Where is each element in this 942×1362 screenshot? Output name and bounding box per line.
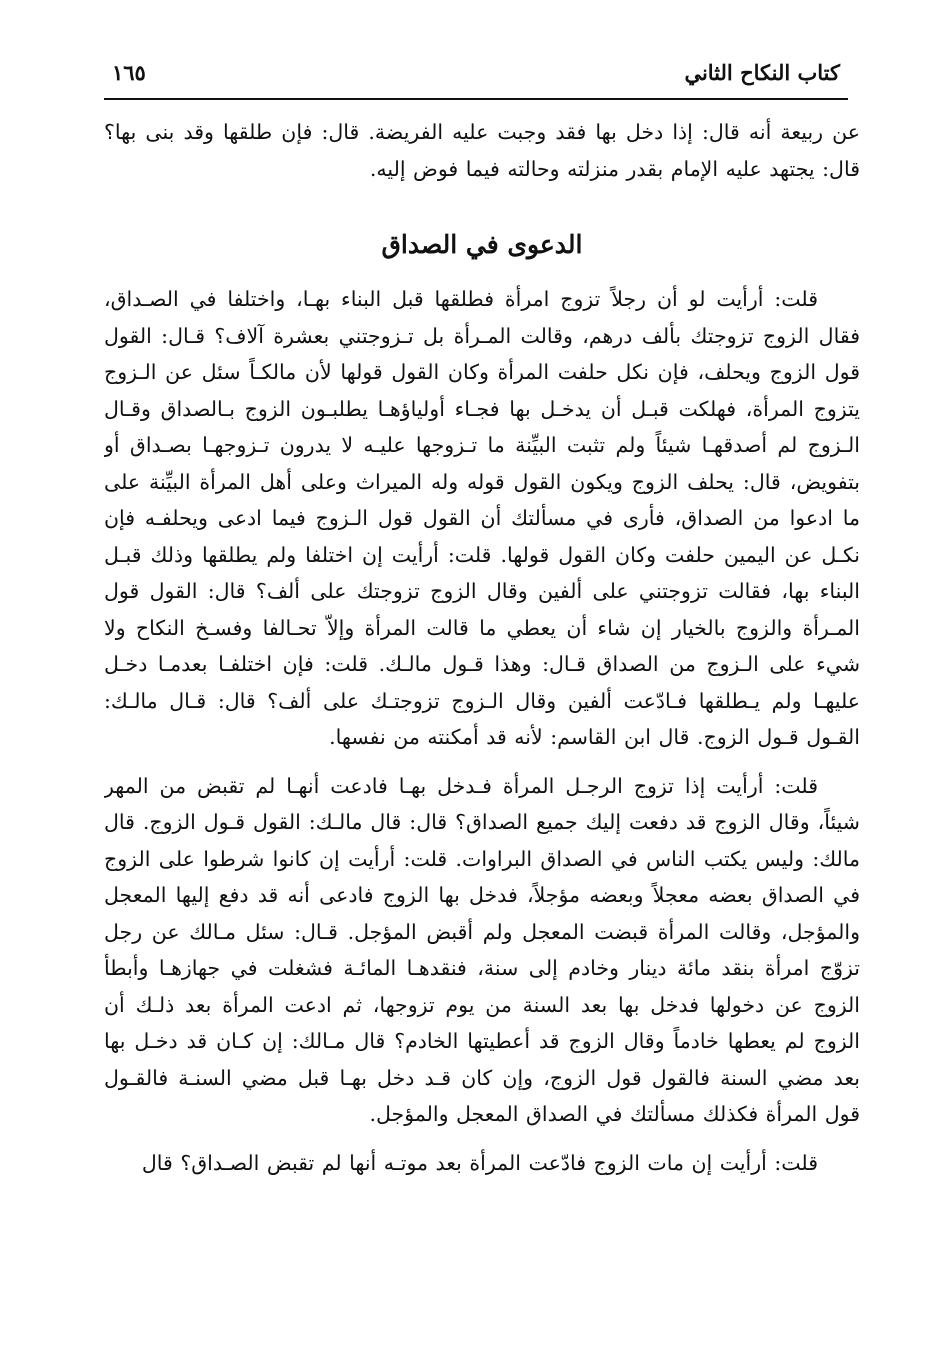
- header-rule: [104, 98, 848, 100]
- body-text: [104, 114, 860, 1354]
- paragraph-dowry-receipt: قلت: أرأيت إذا تزوج الرجـل المرأة فـدخل بهـا فادعت أنهـا لم تقبض من المهر شيئاً، وقال الزوج قد دفعت إليك جميع الصداق؟ قال: قال مالـك: القول قـول الزوج. قال مالك: وليس يكتب الناس في الصداق البراوات. قلت: أرأيت إن كانوا شرطوا على الزوج في الصداق بعضه معجلاً وبعضه مؤجلاً، فدخل بها الزوج فادعى أنه قد دفع إليها المعجل والمؤجل، وقالت المرأة قبضت المعجل ولم أقبض المؤجل. قـال: سئل مـالك عن رجل تزوّج امرأة بنقد مائة دينار وخادم إلى سنة، فنقدهـا المائـة فشغلت في جهازهـا وأبطأ الزوج عن دخولها فدخل بها بعد السنة من يوم تزوجها، ثم ادعت المرأة بعد ذلـك أن الزوج لم يعطها خادماً وقال الزوج قد أعطيتها الخادم؟ قال مـالك: إن كـان قد دخـل بها بعد مضي السنة فالقول قول الزوج، وإن كان قـد دخل بهـا قبل مضي السنـة فالقـول قول المرأة فكذلك مسألتك في الصداق المعجل والمؤجل.: [104, 773, 860, 1126]
- running-header: [104, 58, 848, 98]
- page-number: ١٦٥: [112, 60, 146, 85]
- paragraph-dowry-dispute: قلت: أرأيت لو أن رجلاً تزوج امرأة فطلقها قبل البناء بهـا، واختلفا في الصـداق، فقال الزوج تزوجتك بألف درهم، وقالت المـرأة بل تـزوجتني بعشرة آلاف؟ قـال: القول قول الزوج ويحلف، فإن نكل حلفت المرأة وكان القول قولها لأن مالكـاً سئل عن الـزوج يتزوج المرأة، فهلكت قبـل أن يدخـل بها فجـاء أولياؤهـا يطلبـون الزوج بـالصداق وقـال الـزوج لم أصدقهـا شيئاً ولم تثبت البيِّنة ما تـزوجها عليـه لا يدرون تـزوجهـا بصـداق أو بتفويض، قال: يحلف الزوج ويكون القول قوله وله الميراث وعلى أهل المرأة البيِّنة على ما ادعوا من الصداق، فأرى في مسألتك أن القول قول الـزوج فيما ادعى ويحلفـه فإن نكـل عن اليمين حلفت وكان القول قولها. قلت: أرأيت إن اختلفا ولم يطلقها وذلك قبـل البناء بها، فقالت تزوجتني على ألفين وقال الزوج تزوجتك على ألف؟ قال: القول قول المـرأة والزوج بالخيار إن شاء أن يعطي ما قالت المرأة وإلاّ تحـالفا وفسـخ النكاح ولا شيء على الـزوج من الصداق قـال: وهذا قـول مالـك. قلت: فإن اختلفـا بعدمـا دخـل عليهـا ولم يـطلقها فـادّعت ألفين وقال الـزوج تزوجتـك على ألف؟ قال: قـال مالـك: القـول قـول الزوج. قال ابن القاسم: لأنه قد أمكنته من نفسها.: [104, 287, 860, 749]
- paragraph-husband-death: قلت: أرأيت إن مات الزوج فادّعت المرأة بعد موتـه أنها لم تقبض الصـداق؟ قال: [141, 1150, 818, 1175]
- book-title: كتاب النكاح الثاني: [684, 60, 840, 85]
- paragraph-continuation: عن ربيعة أنه قال: إذا دخل بها فقد وجبت عليه الفريضة. قال: فإن طلقها وقد بنى بها؟ قال: يجتهد عليه الإمام بقدر منزلته وحالته فيما فوض إليه.: [104, 120, 860, 181]
- section-heading: الدعوى في الصداق: [381, 230, 583, 259]
